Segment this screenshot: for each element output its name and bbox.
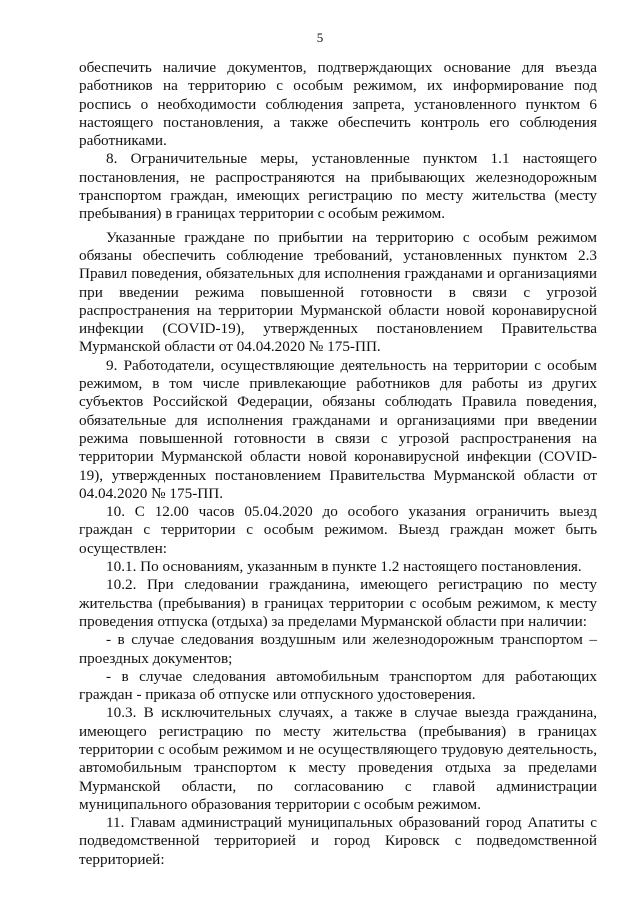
paragraph-item-8: 8. Ограничительные меры, установленные пунктом 1.1 настоящего постановления, не распространяются на прибывающих железнодорожным транспортом граждан, имеющих регистрацию по месту жительства (месту пребывания) в границах территории с особым режимом. — [79, 150, 597, 223]
paragraph-item-10-3: 10.3. В исключительных случаях, а также в случае выезда гражданина, имеющего регистрацию по месту жительства (пребывания) в границах территории с особым режимом и не осуществляющего трудовую деятельность, автомобильным транспортом к месту проведения отдыха за пределами Мурманской области, по согласованию с главой администрации муниципального образования территории с особым режимом. — [79, 704, 597, 813]
document-body — [79, 59, 597, 869]
page-number: 5 — [316, 30, 324, 45]
paragraph-item-10: 10. С 12.00 часов 05.04.2020 до особого указания ограничить выезд граждан с территории с особым режимом. Выезд граждан может быть осуществлен: — [79, 503, 597, 557]
paragraph-item-11: 11. Главам администраций муниципальных образований город Апатиты с подведомственной территорией и город Кировск с подведомственной территорией: — [79, 814, 597, 868]
paragraph-item-8-note: Указанные граждане по прибытии на территорию с особым режимом обязаны обеспечить соблюдение требований, установленных пунктом 2.3 Правил поведения, обязательных для исполнения гражданами и организациями при введении режима повышенной готовности в связи с угрозой распространения на территории Мурманской области новой коронавирусной инфекции (COVID-19), утвержденных постановлением Правительства Мурманской области от 04.04.2020 № 175-ПП. — [79, 228, 597, 356]
paragraph-bullet-air-rail: - в случае следования воздушным или железнодорожным транспортом – проездных документов; — [79, 631, 597, 667]
paragraph-bullet-auto: - в случае следования автомобильным транспортом для работающих граждан - приказа об отпуске или отпускного удостоверения. — [79, 667, 597, 704]
paragraph-item-10-1: 10.1. По основаниям, указанным в пункте 1.2 настоящего постановления. — [106, 558, 582, 576]
paragraph-continuation: обеспечить наличие документов, подтверждающих основание для въезда работников на территорию с особым режимом, их информирование под роспись о необходимости соблюдения запрета, установленного пунктом 6 настоящего постановления, а также обеспечить контроль его соблюдения работниками. — [79, 59, 597, 150]
paragraph-item-10-2: 10.2. При следовании гражданина, имеющего регистрацию по месту жительства (пребывания) в границах территории с особым режимом, к месту проведения отпуска (отдыха) за пределами Мурманской области при наличии: — [79, 576, 597, 630]
paragraph-item-9: 9. Работодатели, осуществляющие деятельность на территории с особым режимом, в том числе привлекающие работников для работы из других субъектов Российской Федерации, обязаны соблюдать Правила поведения, обязательные для исполнения гражданами и организациями при введении режима повышенной готовности в связи с угрозой распространения на территории Мурманской области новой коронавирусной инфекции (COVID-19), утвержденных постановлением Правительства Мурманской области от 04.04.2020 № 175-ПП. — [79, 356, 597, 502]
